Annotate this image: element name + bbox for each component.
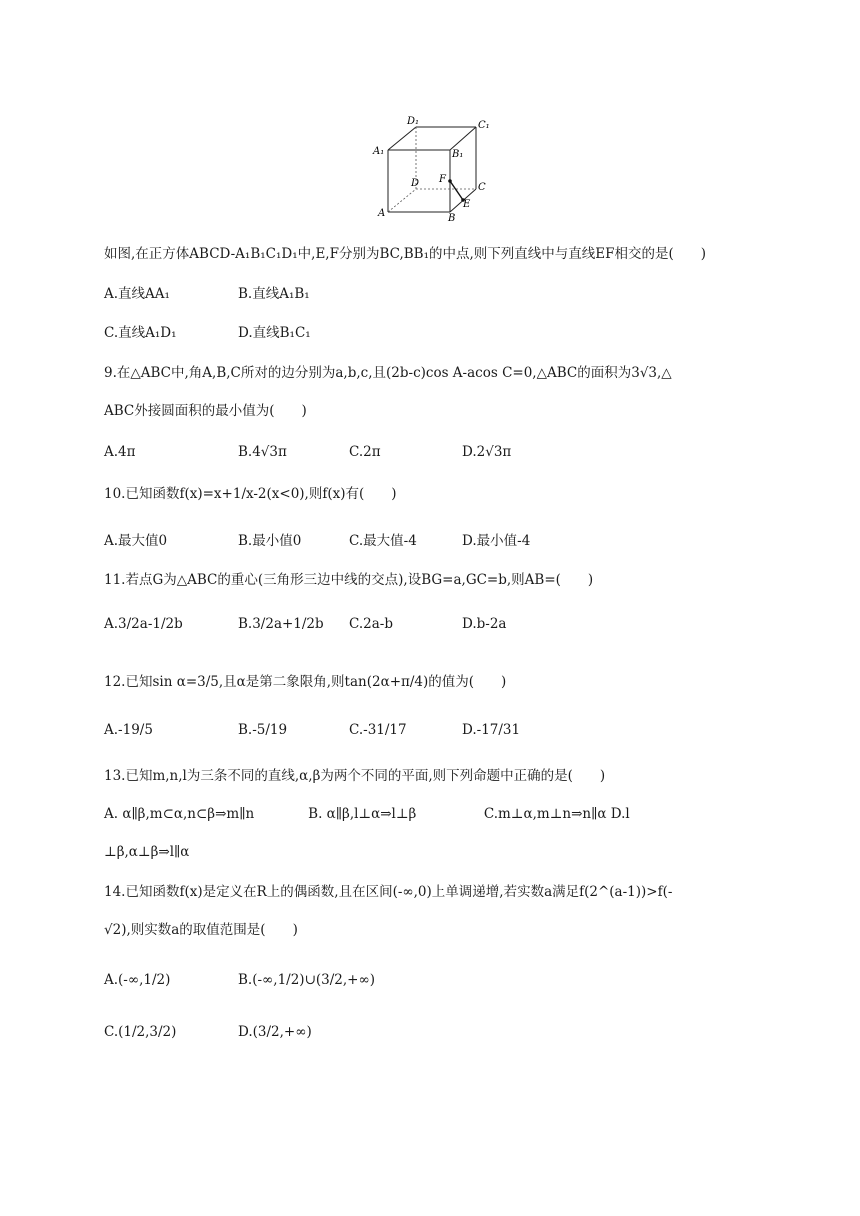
label-E: E — [463, 199, 471, 210]
label-D: D — [411, 178, 420, 189]
label-D1: D₁ — [407, 116, 420, 127]
q9-option-b: B.4√3π — [238, 444, 287, 460]
q11-option-d: D.b-2a — [462, 616, 507, 632]
label-A: A — [378, 208, 386, 219]
q9-stem-line2: ABC外接圆面积的最小值为( ) — [104, 403, 307, 419]
q8-option-c: C.直线A₁D₁ — [104, 325, 177, 341]
q11-option-b: B.3/2a+1/2b — [238, 616, 324, 632]
label-C: C — [478, 182, 486, 193]
label-C1: C₁ — [478, 120, 490, 131]
q10-option-d: D.最小值-4 — [462, 533, 531, 549]
q14-option-b: B.(-∞,1/2)∪(3/2,+∞) — [238, 972, 375, 988]
q13-stem: 13.已知m,n,l为三条不同的直线,α,β为两个不同的平面,则下列命题中正确的是( ) — [104, 768, 606, 784]
label-B1: B₁ — [452, 149, 464, 160]
q9-option-c: C.2π — [349, 444, 381, 460]
q10-option-b: B.最小值0 — [238, 533, 302, 549]
q13-options-line: A. α∥β,m⊂α,n⊂β⇒m∥n B. α∥β,l⊥α⇒l⊥β C.m⊥α,m⊥n⇒n∥α D.l — [104, 806, 630, 822]
q12-option-d: D.-17/31 — [462, 722, 521, 738]
q11-stem: 11.若点G为△ABC的重心(三角形三边中线的交点),设BG=a,GC=b,则AB=( ) — [104, 572, 594, 588]
q10-option-c: C.最大值-4 — [349, 533, 417, 549]
label-F: F — [439, 174, 446, 185]
q10-option-a: A.最大值0 — [104, 533, 168, 549]
q11-option-c: C.2a-b — [349, 616, 393, 632]
q8-stem: 如图,在正方体ABCD-A₁B₁C₁D₁中,E,F分别为BC,BB₁的中点,则下列直线中与直线EF相交的是( ) — [104, 246, 707, 262]
q8-option-a: A.直线AA₁ — [104, 286, 170, 302]
label-B: B — [448, 213, 456, 224]
cube-diagram — [368, 112, 498, 224]
q12-option-c: C.-31/17 — [349, 722, 407, 738]
q13-options-line2: ⊥β,α⊥β⇒l∥α — [104, 844, 190, 860]
q14-option-a: A.(-∞,1/2) — [104, 972, 171, 988]
q14-option-d: D.(3/2,+∞) — [238, 1024, 312, 1040]
q11-option-a: A.3/2a-1/2b — [104, 616, 183, 632]
q8-option-d: D.直线B₁C₁ — [238, 325, 311, 341]
q9-option-d: D.2√3π — [462, 444, 512, 460]
q12-option-b: B.-5/19 — [238, 722, 288, 738]
q14-stem-line2: √2),则实数a的取值范围是( ) — [104, 922, 298, 938]
q14-option-c: C.(1/2,3/2) — [104, 1024, 177, 1040]
label-A1: A₁ — [373, 146, 385, 157]
q8-option-b: B.直线A₁B₁ — [238, 286, 310, 302]
cube-figure — [368, 112, 498, 224]
q14-stem-line1: 14.已知函数f(x)是定义在R上的偶函数,且在区间(-∞,0)上单调递增,若实数a满足f(2^(a-1))>f(- — [104, 884, 673, 900]
q10-stem: 10.已知函数f(x)=x+1/x-2(x<0),则f(x)有( ) — [104, 486, 397, 502]
q12-option-a: A.-19/5 — [104, 722, 153, 738]
q9-stem-line1: 9.在△ABC中,角A,B,C所对的边分别为a,b,c,且(2b-c)cos A-acos C=0,△ABC的面积为3√3,△ — [104, 365, 672, 381]
q12-stem: 12.已知sin α=3/5,且α是第二象限角,则tan(2α+π/4)的值为( ) — [104, 674, 507, 690]
q9-option-a: A.4π — [104, 444, 136, 460]
